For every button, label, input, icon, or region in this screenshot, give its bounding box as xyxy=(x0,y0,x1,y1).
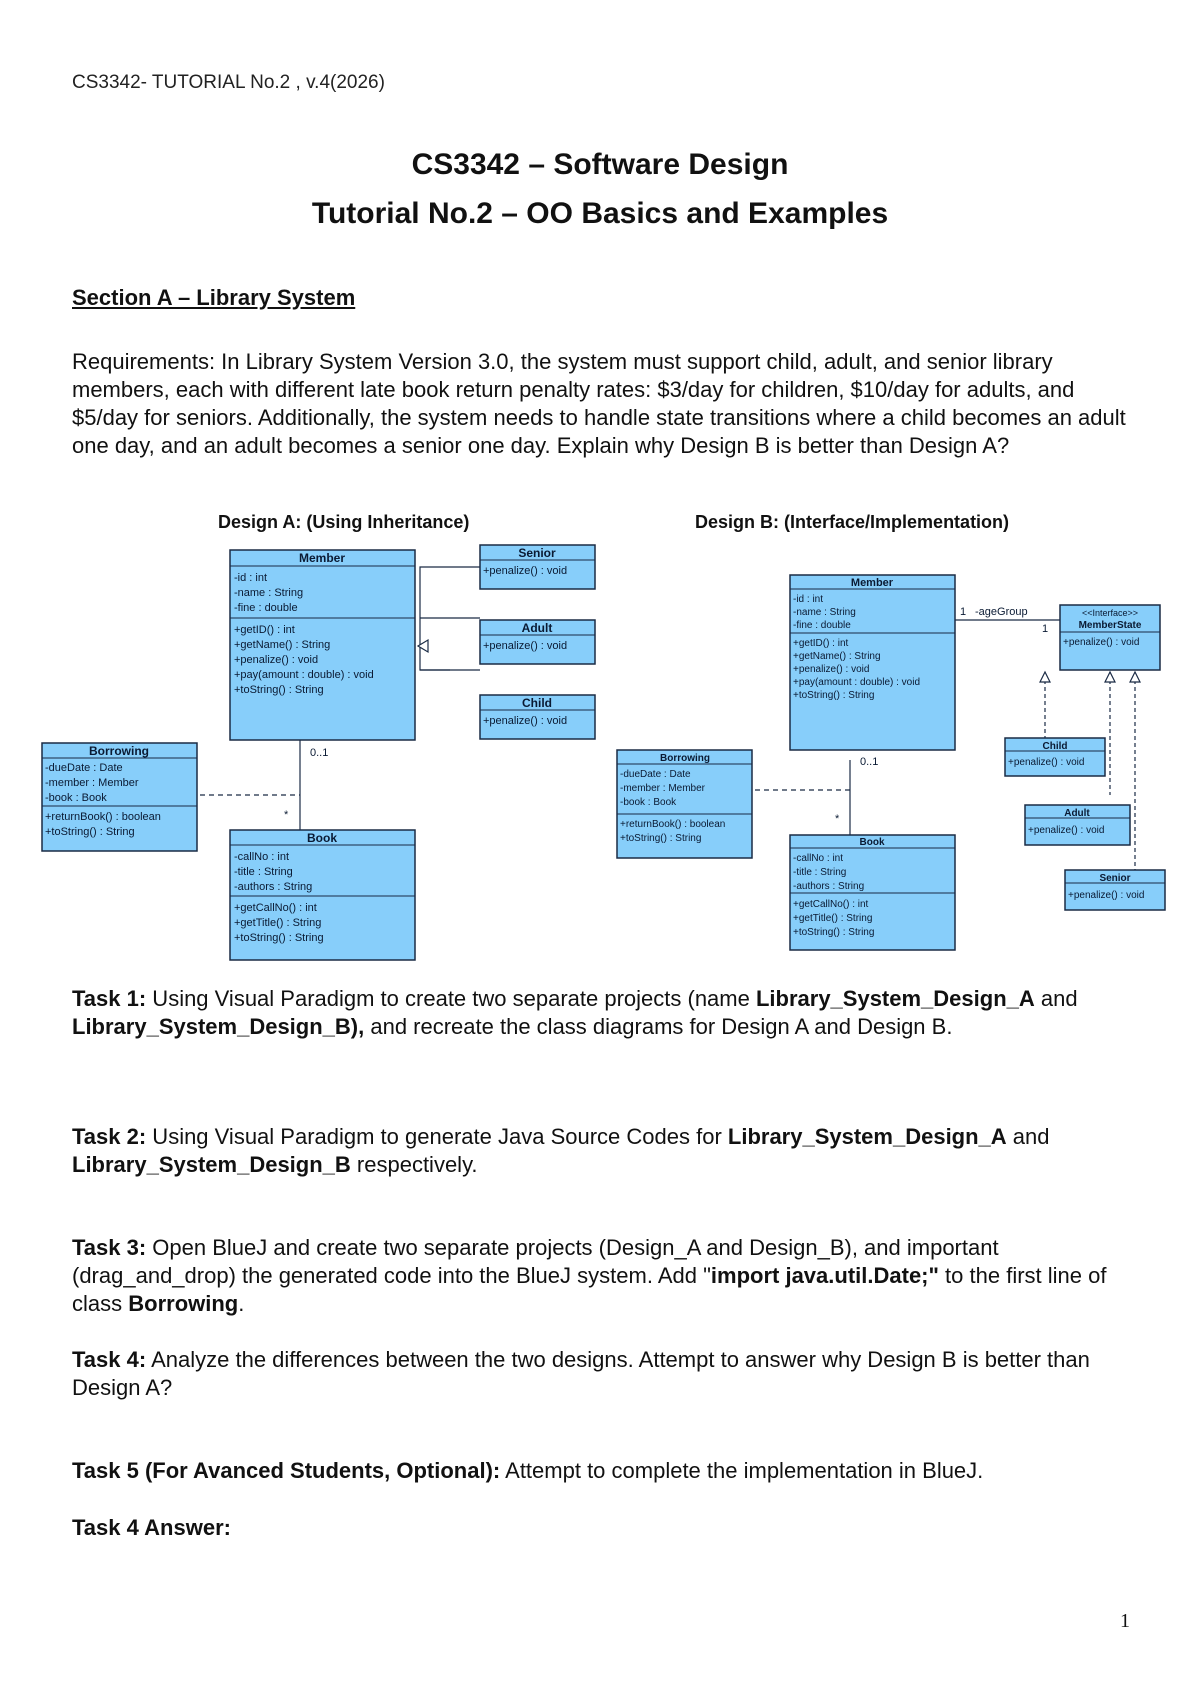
design-a-book-class xyxy=(230,830,415,960)
design-b-book-class xyxy=(790,835,955,950)
task-3-import: import java.util.Date;" xyxy=(710,1263,939,1288)
task-4-answer-heading xyxy=(72,1514,1132,1542)
design-b-borrowing-op: +toString() : String xyxy=(620,833,702,844)
design-b-senior-op: +penalize() : void xyxy=(1068,890,1145,901)
task-5-label: Task 5 (For Avanced Students, Optional): xyxy=(72,1458,501,1483)
design-b-assoc-mult-right: 1 xyxy=(1042,623,1049,635)
design-b-member-name: Member xyxy=(850,577,894,589)
task-1-label: Task 1: xyxy=(72,986,147,1011)
document-header: CS3342- TUTORIAL No.2 , v.4(2026) xyxy=(72,72,385,93)
design-a-member-name: Member xyxy=(298,551,346,565)
design-a-child-name: Child xyxy=(522,696,552,710)
task-3-text: to the first line of class xyxy=(72,1263,1107,1316)
design-b-book-op: +toString() : String xyxy=(793,927,875,938)
design-b-memberstate-name: MemberState xyxy=(1078,620,1142,631)
design-b-borrowing-attr: -dueDate : Date xyxy=(620,769,691,780)
task-1-text: Using Visual Paradigm to create two separate projects (name xyxy=(146,986,756,1011)
design-b-senior-name: Senior xyxy=(1099,873,1131,884)
task-5 xyxy=(72,1457,1132,1485)
section-heading: Section A – Library System xyxy=(72,285,356,310)
task-2-label: Task 2: xyxy=(72,1124,147,1149)
design-a-book-attr: -authors : String xyxy=(234,881,313,893)
task-4-text: Analyze the differences between the two designs. Attempt to answer why Design B is better than Design A? xyxy=(72,1347,1090,1400)
design-b-book-op: +getCallNo() : int xyxy=(793,899,869,910)
design-a-member-op: +pay(amount : double) : void xyxy=(234,669,374,681)
task-3-class-name: Borrowing xyxy=(128,1291,239,1316)
design-b-memberstate-interface xyxy=(1060,605,1160,670)
design-a-borrowing-class xyxy=(42,743,197,851)
document-title: CS3342 – Software Design xyxy=(411,148,789,181)
design-a-member-op: +penalize() : void xyxy=(234,654,319,666)
task-5-text: Attempt to complete the implementation in BlueJ. xyxy=(500,1458,984,1483)
requirements-paragraph: Requirements: In Library System Version 3.0, the system must support child, adult, and senior library members, each with different late book return penalty rates: $3/day for children, $10/day for adults, and $5/day for seniors. Additionally, the system needs to handle state transitions where a child becomes an adult one day, and an adult becomes a senior one day. Explain why Design B is better than Design A? xyxy=(72,349,1126,458)
design-b-senior-class xyxy=(1065,870,1165,910)
design-b-borrowing-attr: -member : Member xyxy=(620,783,706,794)
design-b-assoc-mult-left: 1 xyxy=(960,606,967,618)
design-b-member-attr: -id : int xyxy=(793,594,824,605)
design-a-book-op: +getTitle() : String xyxy=(234,917,322,929)
design-a-mult-bottom: * xyxy=(284,809,289,821)
design-a-adult-class xyxy=(480,620,595,664)
design-b-book-attr: -callNo : int xyxy=(793,853,844,864)
design-b-member-op: +pay(amount : double) : void xyxy=(793,677,921,688)
task-4-answer-label: Task 4 Answer: xyxy=(72,1515,231,1540)
task-3-text: . xyxy=(238,1291,245,1316)
design-b-book-op: +getTitle() : String xyxy=(793,913,873,924)
task-4 xyxy=(72,1346,1132,1402)
design-a-member-op: +getName() : String xyxy=(234,639,331,651)
task-2-project-b: Library_System_Design_B xyxy=(72,1152,351,1177)
task-3-label: Task 3: xyxy=(72,1235,147,1260)
design-a-book-op: +getCallNo() : int xyxy=(234,902,317,914)
design-b-book-attr: -authors : String xyxy=(793,881,865,892)
design-b-borrowing-attr: -book : Book xyxy=(620,797,677,808)
task-2-text: respectively. xyxy=(350,1152,478,1177)
design-a-adult-op: +penalize() : void xyxy=(483,640,568,652)
design-a-mult-top: 0..1 xyxy=(310,747,329,759)
task-3 xyxy=(72,1234,1132,1318)
design-b-borrowing-class xyxy=(617,750,752,858)
page-number: 1 xyxy=(1120,1610,1130,1632)
design-b-book-name: Book xyxy=(859,837,885,848)
design-a-child-op: +penalize() : void xyxy=(483,715,568,727)
design-b-book-attr: -title : String xyxy=(793,867,847,878)
task-2 xyxy=(72,1123,1132,1179)
document-subtitle: Tutorial No.2 – OO Basics and Examples xyxy=(311,197,889,230)
design-a-book-name: Book xyxy=(307,831,337,845)
task-1-text: and xyxy=(1034,986,1078,1011)
task-1-project-a: Library_System_Design_A xyxy=(755,986,1035,1011)
task-2-project-a: Library_System_Design_A xyxy=(727,1124,1007,1149)
task-1-text: and recreate the class diagrams for Design A and Design B. xyxy=(364,1014,953,1039)
design-b-child-class xyxy=(1005,738,1105,776)
design-a-adult-name: Adult xyxy=(521,621,553,635)
design-b-member-op: +getName() : String xyxy=(793,651,881,662)
task-4-label: Task 4: xyxy=(72,1347,147,1372)
design-a-member-attr: -id : int xyxy=(234,572,268,584)
task-3-text: Open BlueJ and create two separate projects (Design_A and Design_B), and important (drag_and_drop) the generated code into the BlueJ system. Add " xyxy=(72,1235,999,1288)
design-a-book-attr: -callNo : int xyxy=(234,851,290,863)
design-a-senior-class xyxy=(480,545,595,589)
design-b-member-op: +getID() : int xyxy=(793,638,849,649)
task-1-project-b: Library_System_Design_B), xyxy=(72,1014,365,1039)
design-b-child-op: +penalize() : void xyxy=(1008,757,1085,768)
design-a-member-op: +toString() : String xyxy=(234,684,324,696)
design-b-borrowing-op: +returnBook() : boolean xyxy=(620,819,726,830)
design-b-assoc-role: -ageGroup xyxy=(975,606,1028,618)
design-a-borrowing-attr: -book : Book xyxy=(45,792,107,804)
design-b-mult-bottom: * xyxy=(835,813,840,825)
design-a-borrowing-op: +toString() : String xyxy=(45,826,135,838)
task-1 xyxy=(72,985,1132,1041)
design-b-member-op: +penalize() : void xyxy=(793,664,870,675)
design-a-label: Design A: (Using Inheritance) xyxy=(218,512,470,532)
design-b-borrowing-name: Borrowing xyxy=(660,753,710,764)
design-a-senior-op: +penalize() : void xyxy=(483,565,568,577)
design-b-mult-top: 0..1 xyxy=(860,756,879,768)
design-a-member-attr: -name : String xyxy=(234,587,304,599)
design-b-adult-class xyxy=(1025,805,1130,845)
design-b-member-attr: -fine : double xyxy=(793,620,851,631)
design-a-borrowing-op: +returnBook() : boolean xyxy=(45,811,161,823)
design-b-member-class xyxy=(790,575,955,750)
design-b-memberstate-stereotype: <<Interface>> xyxy=(1081,608,1139,618)
design-a-member-class xyxy=(230,550,415,740)
design-b-diagram xyxy=(615,560,1175,980)
design-b-adult-name: Adult xyxy=(1064,808,1090,819)
design-b-member-op: +toString() : String xyxy=(793,690,875,701)
design-b-label: Design B: (Interface/Implementation) xyxy=(695,512,1010,532)
design-a-member-op: +getID() : int xyxy=(234,624,295,636)
design-a-book-attr: -title : String xyxy=(234,866,293,878)
design-a-borrowing-attr: -member : Member xyxy=(45,777,139,789)
design-a-book-op: +toString() : String xyxy=(234,932,324,944)
design-b-adult-op: +penalize() : void xyxy=(1028,825,1105,836)
design-b-member-attr: -name : String xyxy=(793,607,856,618)
task-2-text: Using Visual Paradigm to generate Java Source Codes for xyxy=(146,1124,728,1149)
design-a-borrowing-name: Borrowing xyxy=(89,744,149,758)
design-b-child-name: Child xyxy=(1042,741,1068,752)
design-b-memberstate-op: +penalize() : void xyxy=(1063,637,1140,648)
design-a-child-class xyxy=(480,695,595,739)
design-a-senior-name: Senior xyxy=(518,546,556,560)
task-2-text: and xyxy=(1006,1124,1050,1149)
design-a-member-attr: -fine : double xyxy=(234,602,298,614)
design-a-borrowing-attr: -dueDate : Date xyxy=(45,762,123,774)
design-a-diagram xyxy=(40,540,640,970)
